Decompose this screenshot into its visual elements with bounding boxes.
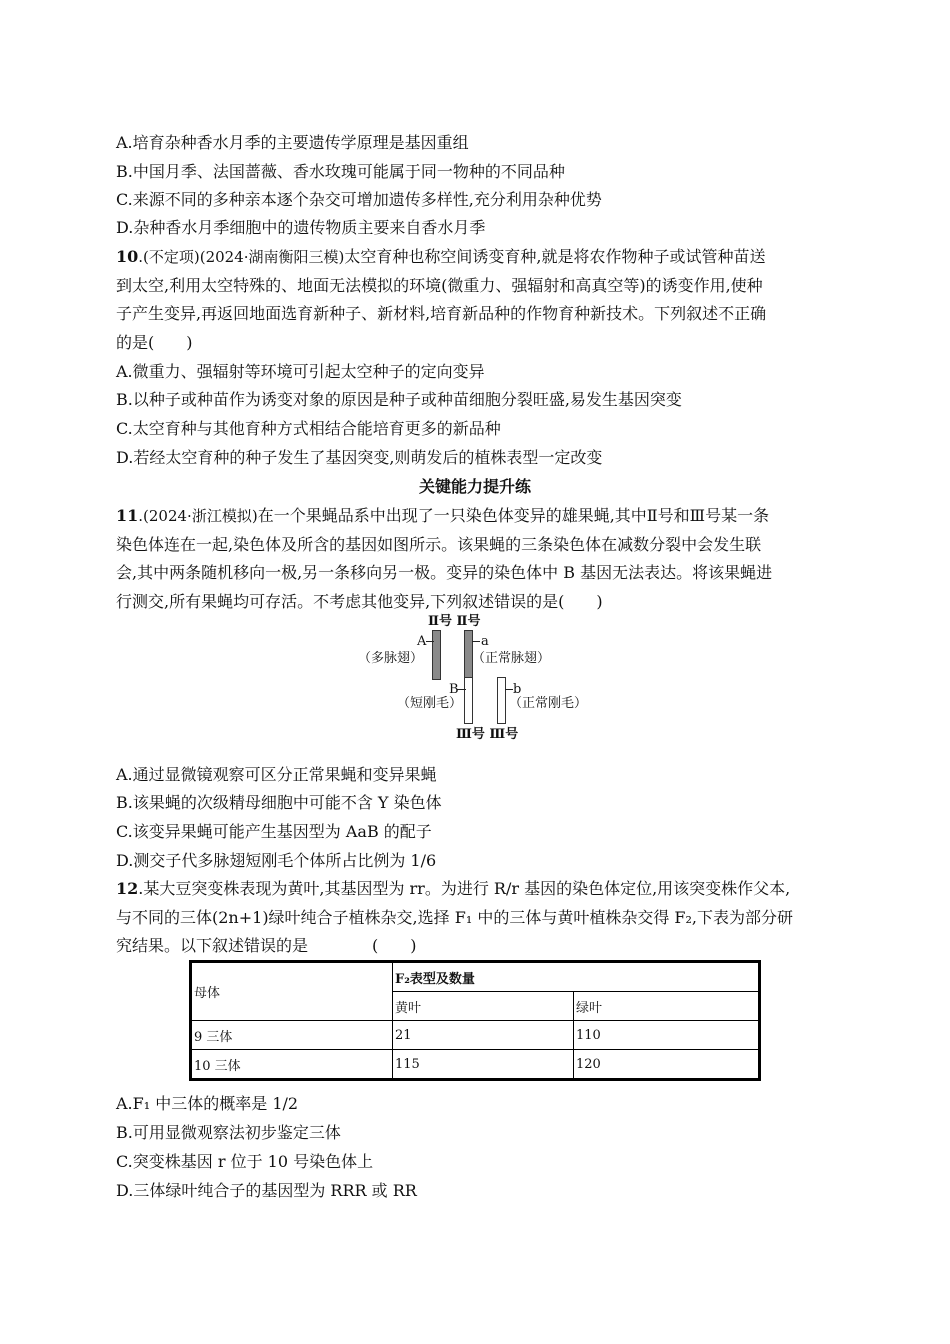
chromosome-2-left bbox=[432, 630, 441, 680]
gene-upper-b-label: B bbox=[449, 682, 459, 697]
q10-number: 10 bbox=[116, 247, 139, 266]
q10-option-c: C.太空育种与其他育种方式相结合能培育更多的新品种 bbox=[116, 419, 501, 438]
chromosome-3-labels: Ⅲ号 Ⅲ号 bbox=[456, 727, 519, 742]
phenotype-normal-vein-label: （正常脉翅） bbox=[472, 651, 551, 666]
gene-lower-a-label: a bbox=[481, 634, 489, 649]
q11-option-d: D.测交子代多脉翅短刚毛个体所占比例为 1/6 bbox=[116, 851, 437, 870]
q10-option-d: D.若经太空育种的种子发生了基因突变,则萌发后的植株表型一定改变 bbox=[116, 448, 603, 467]
q11-option-c: C.该变异果蝇可能产生基因型为 AaB 的配子 bbox=[116, 822, 432, 841]
q12-option-a: A.F₁ 中三体的概率是 1/2 bbox=[116, 1094, 299, 1113]
row-mother-cell: 10 三体 bbox=[191, 1050, 393, 1080]
results-table bbox=[189, 960, 761, 1081]
q12-stem-line-3: 究结果。以下叙述错误的是 ( ) bbox=[116, 936, 417, 955]
q12-stem-text: .某大豆突变株表现为黄叶,其基因型为 rr。为进行 R/r 基因的染色体定位,用该突变株作父本, bbox=[138, 879, 791, 898]
table-row bbox=[191, 1021, 760, 1050]
row-mother-cell: 9 三体 bbox=[191, 1021, 393, 1050]
q10-option-b: B.以种子或种苗作为诱变对象的原因是种子或种苗细胞分裂旺盛,易发生基因突变 bbox=[116, 390, 682, 409]
q11-option-a: A.通过显微镜观察可区分正常果蝇和变异果蝇 bbox=[116, 765, 437, 784]
gene-a-upper-locus-mark bbox=[426, 641, 434, 642]
phenotype-normal-bristle-label: （正常刚毛） bbox=[509, 696, 588, 711]
q11-stem-line-1 bbox=[116, 506, 769, 526]
q10-stem-line-2: 到太空,利用太空特殊的、地面无法模拟的环境(微重力、强辐射和高真空等)的诱变作用,使种 bbox=[116, 276, 763, 295]
row-green-cell: 120 bbox=[574, 1050, 760, 1080]
q12-option-c: C.突变株基因 r 位于 10 号染色体上 bbox=[116, 1152, 374, 1171]
q11-option-b: B.该果蝇的次级精母细胞中可能不含 Y 染色体 bbox=[116, 793, 442, 812]
q12-option-b: B.可用显微观察法初步鉴定三体 bbox=[116, 1123, 341, 1142]
q10-option-a: A.微重力、强辐射等环境可引起太空种子的定向变异 bbox=[116, 362, 485, 381]
q11-stem-line-4: 行测交,所有果蝇均可存活。不考虑其他变异,下列叙述错误的是( ) bbox=[116, 592, 603, 611]
q10-stem-text: 太空育种也称空间诱变育种,就是将农作物种子或试管种苗送 bbox=[344, 247, 766, 266]
q11-stem-line-2: 染色体连在一起,染色体及所含的基因如图所示。该果蝇的三条染色体在减数分裂中会发生联 bbox=[116, 535, 762, 554]
header-mother: 母体 bbox=[191, 962, 393, 1021]
q12-stem-line-2: 与不同的三体(2n+1)绿叶纯合子植株杂交,选择 F₁ 中的三体与黄叶植株杂交得 F₂,下表为部分研 bbox=[116, 908, 794, 927]
q9-option-a: A.培育杂种香水月季的主要遗传学原理是基因重组 bbox=[116, 133, 469, 152]
gene-lower-b-locus-mark bbox=[505, 689, 513, 690]
q10-stem-line-4: 的是( ) bbox=[116, 333, 193, 352]
phenotype-multi-vein-label: （多脉翅） bbox=[358, 651, 424, 666]
gene-upper-a-label: A bbox=[417, 634, 427, 649]
header-yellow-leaf: 黄叶 bbox=[393, 992, 574, 1021]
q10-stem-line-3: 子产生变异,再返回地面选育新种子、新材料,培育新品种的作物育种新技术。下列叙述不正确 bbox=[116, 304, 767, 323]
phenotype-short-bristle-label: （短刚毛） bbox=[397, 696, 463, 711]
q12-option-d: D.三体绿叶纯合子的基因型为 RRR 或 RR bbox=[116, 1181, 417, 1200]
q9-option-d: D.杂种香水月季细胞中的遗传物质主要来自香水月季 bbox=[116, 218, 486, 237]
q11-number: 11 bbox=[116, 506, 139, 525]
chromosome-3-fused bbox=[464, 677, 473, 724]
q10-source-tag: .(不定项)(2024·湖南衡阳三模) bbox=[138, 248, 345, 266]
header-green-leaf: 绿叶 bbox=[574, 992, 760, 1021]
q12-stem-line-1 bbox=[116, 879, 790, 899]
q9-option-b: B.中国月季、法国蔷薇、香水玫瑰可能属于同一物种的不同品种 bbox=[116, 162, 565, 181]
gene-lower-b-label: b bbox=[513, 682, 522, 697]
chromosome-2-labels: Ⅱ号 Ⅱ号 bbox=[428, 614, 481, 629]
chromosome-3-right bbox=[497, 677, 506, 724]
row-green-cell: 110 bbox=[574, 1021, 760, 1050]
q9-option-c: C.来源不同的多种亲本逐个杂交可增加遗传多样性,充分利用杂种优势 bbox=[116, 190, 602, 209]
row-yellow-cell: 21 bbox=[393, 1021, 574, 1050]
row-yellow-cell: 115 bbox=[393, 1050, 574, 1080]
q12-number: 12 bbox=[116, 879, 139, 898]
q11-stem-line-3: 会,其中两条随机移向一极,另一条移向另一极。变异的染色体中 B 基因无法表达。将该果蝇进 bbox=[116, 563, 773, 582]
gene-lower-a-locus-mark bbox=[472, 641, 480, 642]
q11-source-tag: .(2024·浙江模拟) bbox=[138, 507, 258, 525]
q11-stem-text: 在一个果蝇品系中出现了一只染色体变异的雄果蝇,其中Ⅱ号和Ⅲ号某一条 bbox=[257, 506, 770, 525]
section-heading: 关键能力提升练 bbox=[418, 477, 531, 496]
header-f2-phenotype: F₂表型及数量 bbox=[393, 962, 760, 992]
q10-stem-line-1 bbox=[116, 247, 765, 267]
table-row bbox=[191, 1050, 760, 1080]
